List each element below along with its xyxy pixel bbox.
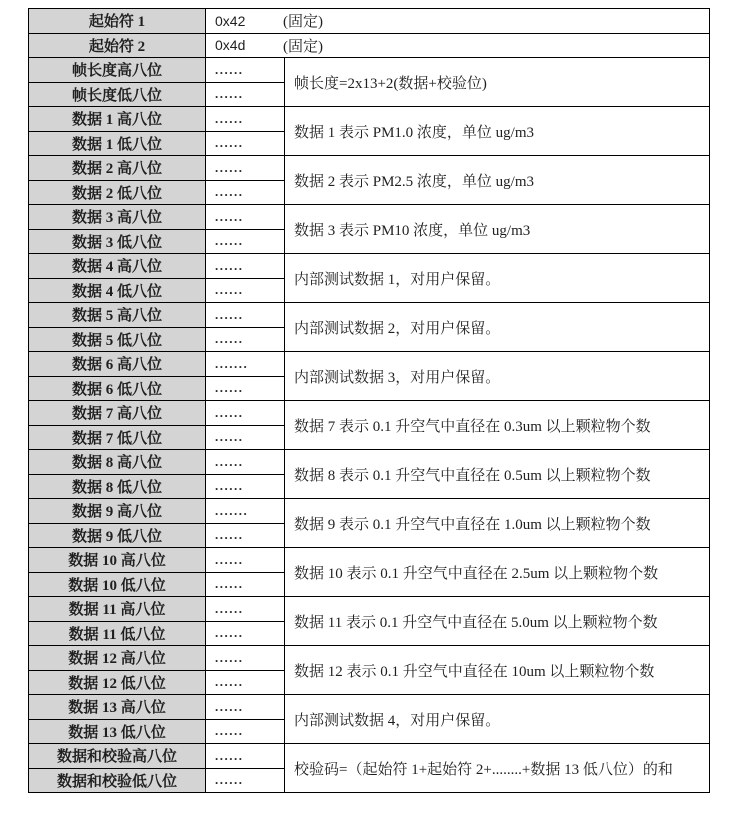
field-value: ......	[206, 181, 285, 206]
fixed-note: (固定)	[283, 38, 323, 55]
field-label: 数据 6 高八位	[29, 352, 206, 377]
field-value: ......	[206, 377, 285, 402]
field-label: 数据 10 高八位	[29, 548, 206, 573]
field-value: ......	[206, 254, 285, 279]
field-description: 数据 7 表示 0.1 升空气中直径在 0.3um 以上颗粒物个数	[285, 401, 710, 450]
field-label: 数据 7 低八位	[29, 426, 206, 451]
field-label: 数据和校验高八位	[29, 744, 206, 769]
field-description: 数据 1 表示 PM1.0 浓度，单位 ug/m3	[285, 107, 710, 156]
field-label: 数据 11 低八位	[29, 622, 206, 647]
field-value: ......	[206, 132, 285, 157]
field-value: ......	[206, 548, 285, 573]
field-description: 数据 9 表示 0.1 升空气中直径在 1.0um 以上颗粒物个数	[285, 499, 710, 548]
field-value: ......	[206, 230, 285, 255]
field-description: 数据 8 表示 0.1 升空气中直径在 0.5um 以上颗粒物个数	[285, 450, 710, 499]
field-label: 数据 12 低八位	[29, 671, 206, 696]
field-label: 数据 5 高八位	[29, 303, 206, 328]
field-label: 数据 13 高八位	[29, 695, 206, 720]
field-description: 数据 2 表示 PM2.5 浓度，单位 ug/m3	[285, 156, 710, 205]
start-char-value-cell	[206, 34, 710, 59]
field-label: 数据 2 低八位	[29, 181, 206, 206]
field-label: 数据 11 高八位	[29, 597, 206, 622]
field-value: ......	[206, 450, 285, 475]
hex-value: 0x4d	[215, 37, 246, 54]
field-description: 内部测试数据 3，对用户保留。	[285, 352, 710, 401]
field-value: ......	[206, 524, 285, 549]
field-value: ......	[206, 58, 285, 83]
field-value: ......	[206, 83, 285, 108]
field-value: .......	[206, 352, 285, 377]
field-label: 数据 13 低八位	[29, 720, 206, 745]
field-description: 内部测试数据 1，对用户保留。	[285, 254, 710, 303]
field-description: 内部测试数据 2，对用户保留。	[285, 303, 710, 352]
field-value: ......	[206, 744, 285, 769]
field-label: 数据 6 低八位	[29, 377, 206, 402]
start-char-label: 起始符 2	[29, 34, 206, 59]
field-description: 校验码=（起始符 1+起始符 2+........+数据 13 低八位）的和	[285, 744, 710, 793]
field-label: 数据 9 高八位	[29, 499, 206, 524]
field-value: ......	[206, 107, 285, 132]
field-label: 数据 10 低八位	[29, 573, 206, 598]
field-label: 帧长度低八位	[29, 83, 206, 108]
field-label: 数据 4 高八位	[29, 254, 206, 279]
field-value: ......	[206, 695, 285, 720]
field-description: 内部测试数据 4，对用户保留。	[285, 695, 710, 744]
field-label: 数据 4 低八位	[29, 279, 206, 304]
field-label: 数据 12 高八位	[29, 646, 206, 671]
field-label: 数据 1 低八位	[29, 132, 206, 157]
field-label: 数据 7 高八位	[29, 401, 206, 426]
field-value: ......	[206, 671, 285, 696]
field-label: 帧长度高八位	[29, 58, 206, 83]
field-value: ......	[206, 646, 285, 671]
frame-format-table	[28, 8, 710, 793]
field-value: ......	[206, 303, 285, 328]
field-value: ......	[206, 328, 285, 353]
hex-value: 0x42	[215, 12, 246, 29]
field-value: ......	[206, 597, 285, 622]
field-label: 数据 9 低八位	[29, 524, 206, 549]
field-value: ......	[206, 573, 285, 598]
field-value: ......	[206, 475, 285, 500]
field-value: ......	[206, 279, 285, 304]
field-description: 数据 11 表示 0.1 升空气中直径在 5.0um 以上颗粒物个数	[285, 597, 710, 646]
field-description: 帧长度=2x13+2(数据+校验位)	[285, 58, 710, 107]
field-value: ......	[206, 720, 285, 745]
start-char-value-cell	[206, 9, 710, 34]
field-label: 数据 8 低八位	[29, 475, 206, 500]
field-label: 数据 2 高八位	[29, 156, 206, 181]
field-label: 数据 3 低八位	[29, 230, 206, 255]
field-label: 数据和校验低八位	[29, 769, 206, 794]
field-label: 数据 1 高八位	[29, 107, 206, 132]
field-description: 数据 10 表示 0.1 升空气中直径在 2.5um 以上颗粒物个数	[285, 548, 710, 597]
field-description: 数据 3 表示 PM10 浓度，单位 ug/m3	[285, 205, 710, 254]
fixed-note: (固定)	[283, 14, 323, 31]
field-value: .......	[206, 499, 285, 524]
field-value: ......	[206, 769, 285, 794]
field-label: 数据 3 高八位	[29, 205, 206, 230]
field-value: ......	[206, 205, 285, 230]
field-value: ......	[206, 156, 285, 181]
field-description: 数据 12 表示 0.1 升空气中直径在 10um 以上颗粒物个数	[285, 646, 710, 695]
field-value: ......	[206, 401, 285, 426]
start-char-label: 起始符 1	[29, 9, 206, 34]
field-value: ......	[206, 622, 285, 647]
field-value: ......	[206, 426, 285, 451]
field-label: 数据 8 高八位	[29, 450, 206, 475]
field-label: 数据 5 低八位	[29, 328, 206, 353]
